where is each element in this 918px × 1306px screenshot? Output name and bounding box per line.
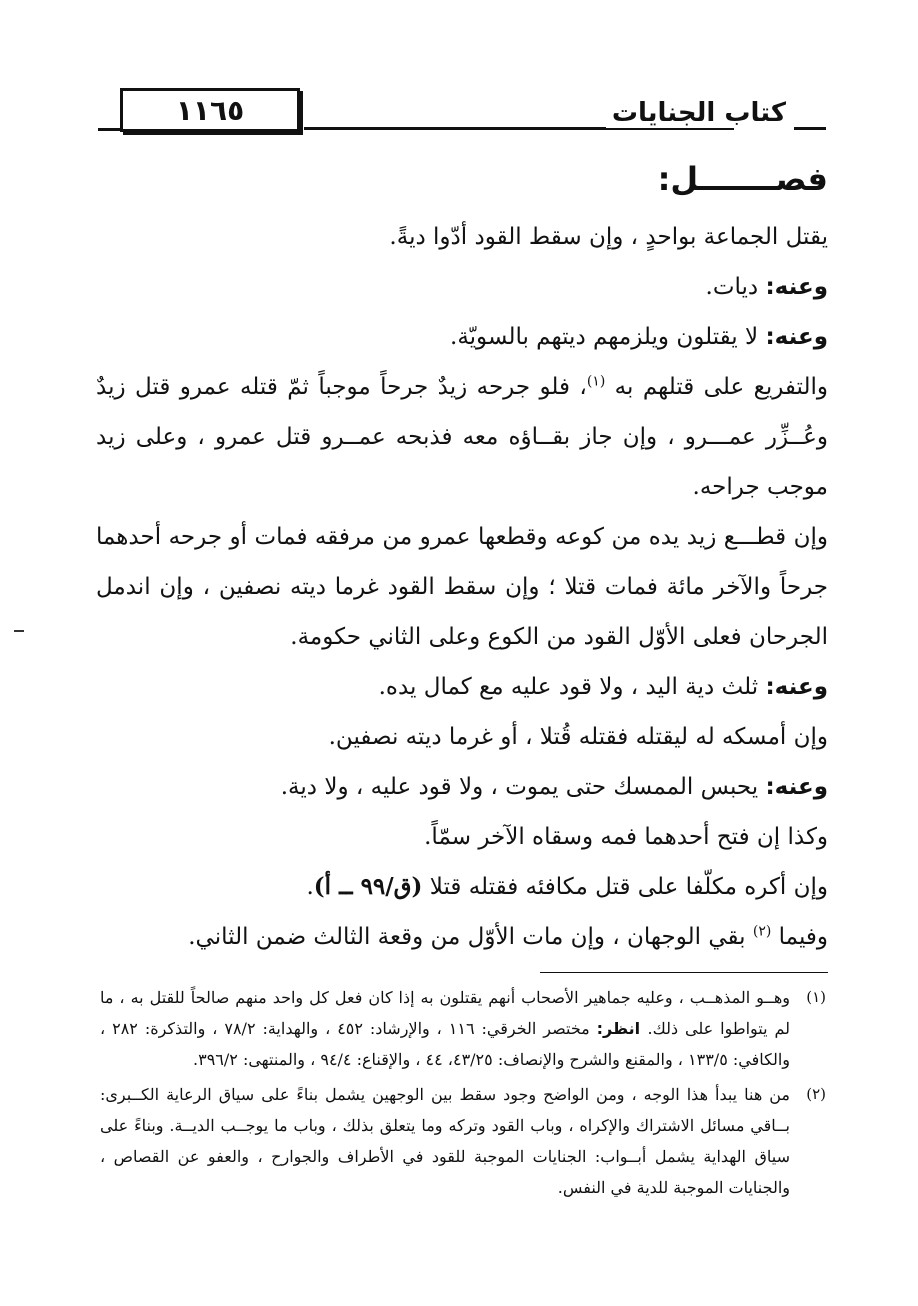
main-text [96, 150, 828, 962]
paragraph-text: يقتل الجماعة بواحدٍ ، وإن سقط القود أدّوا ديةً. [389, 224, 828, 250]
header-rule-right [794, 127, 826, 130]
chapter-title: كتاب الجنايات [606, 98, 792, 128]
page-number-box [120, 88, 300, 132]
paragraph [96, 512, 828, 662]
paragraph-text: لا يقتلون ويلزمهم ديتهم بالسويّة. [450, 324, 766, 350]
paragraph-lead: وعنه: [765, 774, 828, 800]
header-rule-left [98, 128, 120, 131]
section-heading: فصـــــــل: [657, 160, 828, 198]
footnote-ref[interactable]: (٢) [752, 923, 772, 940]
paragraph-lead: وعنه: [765, 274, 828, 300]
paragraph [96, 912, 828, 962]
paragraph [96, 712, 828, 762]
footnotes [100, 982, 826, 1207]
paragraph-text: يحبس الممسك حتى يموت ، ولا قود عليه ، ولا دية. [280, 774, 766, 800]
footnote-separator [540, 972, 828, 973]
paragraph [96, 762, 828, 812]
manuscript-ref: (ق/٩٩ ــ أ) [313, 873, 423, 900]
paragraph-lead: وعنه: [765, 324, 828, 350]
footnote-ref[interactable]: (١) [586, 373, 606, 390]
footnote-number: (٢) [806, 1085, 826, 1103]
paragraph [96, 362, 828, 512]
paragraph [96, 212, 828, 262]
paragraph-text: ديات. [705, 274, 766, 300]
paragraph [96, 662, 828, 712]
footnote-body [100, 1079, 790, 1203]
paragraph-lead: وعنه: [765, 674, 828, 700]
paragraph-text: ثلث دية اليد ، ولا قود عليه مع كمال يده. [378, 674, 766, 700]
paragraph-text: وفيما [771, 924, 828, 950]
footnote-text: من هنا يبدأ هذا الوجه ، ومن الواضح وجود سقط بين الوجهين يشمل بناءً على سياق الرعاية الكــبرى: بــاقي مسائل الاشتراك والإكراه ، وباب القود وتركه وما يتعلق بذلك ، وباب ما يوجــب الديــة. وبناءً على سياق الهداية يشمل أبــواب: الجنايات الموجبة للقود في الأطراف والجوارح ، والعفو عن القصاص ، والجنايات الموجبة للدية في النفس. [100, 1085, 790, 1197]
footnote-body [100, 982, 790, 1075]
footnote [100, 982, 826, 1075]
paragraph [96, 812, 828, 862]
paragraph-text: وإن قطـــع زيد يده من كوعه وقطعها عمرو من مرفقه فمات أو جرحه أحدهما جرحاً والآخر مائة فمات قتلا ؛ وإن سقط القود غرما ديته نصفين ، وإن اندمل الجرحان فعلى الأوّل القود من الكوع وعلى الثاني حكومة. [96, 524, 828, 650]
footnote-number: (١) [806, 988, 826, 1006]
footnote [100, 1079, 826, 1203]
page-number: ١١٦٥ [175, 93, 245, 127]
paragraph-text-cont: ، فلو جرحه زيدٌ جرحاً موجباً ثمّ قتله عمرو قتل زيدٌ وعُــزِّر عمـــرو ، وإن جاز بقــاؤه معه فذبحه عمــرو قتل عمرو ، وعلى زيد موجب جراحه. [96, 374, 828, 500]
footnote-text: وهــو المذهــب ، وعليه جماهير الأصحاب أنهم يقتلون به إذا كان فعل كل واحد منهم صالحاً للقتل به ، ما لم يتواطوا على ذلك. [100, 988, 791, 1038]
paragraph [96, 862, 828, 912]
paragraph-text: وكذا إن فتح أحدهما فمه وسقاه الآخر سمّاً. [424, 824, 828, 850]
page-header [98, 86, 826, 146]
paragraph [96, 262, 828, 312]
footnote-text-cont: مختصر الخرقي: ١١٦ ، والإرشاد: ٤٥٢ ، والهداية: ٧٨/٢ ، والتذكرة: ٢٨٢ ، والكافي: ١٣٣/٥ ، والمقنع والشرح والإنصاف: ٤٣/٢٥، ٤٤ ، والإقناع: ٩٤/٤ ، والمنتهى: ٣٩٦/٢. [100, 1019, 790, 1069]
paragraph-text: وإن أمسكه له ليقتله فقتله قُتلا ، أو غرما ديته نصفين. [328, 724, 828, 750]
paragraph-text: والتفريع على قتلهم به [605, 374, 828, 400]
margin-mark [14, 630, 24, 632]
paragraph [96, 312, 828, 362]
footnote-lead: انظر: [596, 1019, 648, 1038]
paragraph-text-cont: بقي الوجهان ، وإن مات الأوّل من وقعة الثالث ضمن الثاني. [188, 924, 753, 950]
paragraph-text-cont: . [306, 874, 314, 900]
paragraph-text: وإن أكره مكلّفا على قتل مكافئه فقتله قتلا [422, 874, 828, 900]
